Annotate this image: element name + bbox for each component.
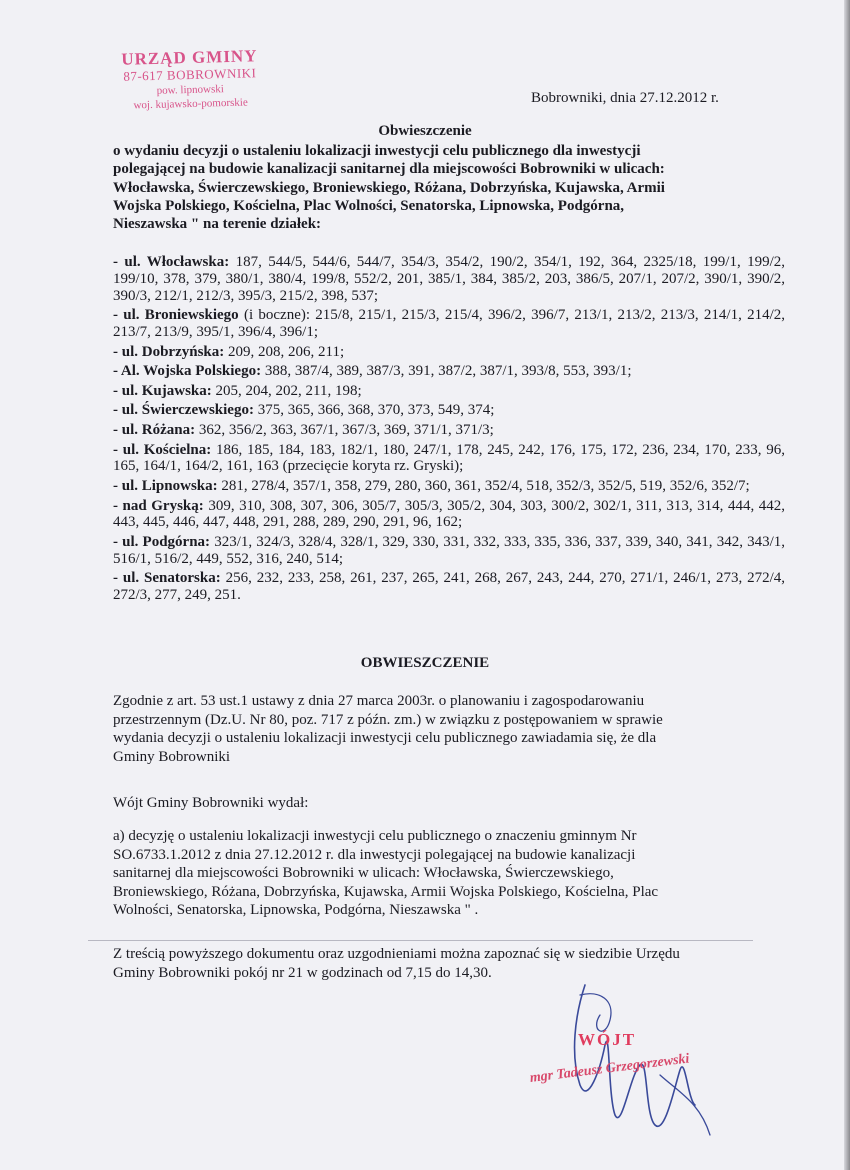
parcel-numbers: 375, 365, 366, 368, 370, 373, 549, 374; [257, 402, 495, 419]
street-label: - Al. Wojska Polskiego: [113, 363, 262, 380]
street-label: - nad Gryską: [113, 497, 204, 514]
subject-line: Nieszawska " na terenie działek: [113, 216, 322, 233]
parcel-list-item [113, 498, 785, 532]
street-label: - ul. Lipnowska: [113, 477, 218, 494]
parcel-numbers: 256, 232, 233, 258, 261, 237, 265, 241, 268, 267, 243, 244, 270, 271/1, 246/1, 273, 272/4, 272/3, 277, 249, 251. [113, 570, 785, 604]
street-label: - ul. Podgórna: [113, 533, 211, 550]
parcel-list-item [113, 254, 785, 304]
stamp-postal: 87-617 BOBROWNIKI [123, 65, 257, 84]
paragraph-decision [113, 827, 753, 920]
street-label: - ul. Różana: [113, 421, 196, 438]
parcel-lists [113, 254, 785, 607]
date-line: Bobrowniki, dnia 27.12.2012 r. [531, 90, 719, 106]
paragraph-line: Broniewskiego, Różana, Dobrzyńska, Kujawska, Armii Wojska Polskiego, Kościelna, Plac [113, 883, 659, 900]
parcel-numbers: 281, 278/4, 357/1, 358, 279, 280, 360, 361, 352/4, 518, 352/3, 352/5, 519, 352/6, 352/7; [221, 477, 750, 494]
notice-title-2: OBWIESZCZENIE [360, 655, 490, 671]
stamp-county: pow. lipnowski [156, 83, 224, 97]
paragraph-line: SO.6733.1.2012 z dnia 27.12.2012 r. dla inwestycji polegającej na budowie kanalizacji [113, 846, 636, 863]
subject-line: o wydaniu decyzji o ustaleniu lokalizacji inwestycji celu publicznego dla inwestycji [113, 143, 641, 159]
parcel-numbers: 362, 356/2, 363, 367/1, 367/3, 369, 371/1, 371/3; [198, 421, 494, 438]
paragraph-line: Zgodnie z art. 53 ust.1 ustawy z dnia 27 marca 2003r. o planowaniu i zagospodarowaniu [113, 693, 645, 709]
subject-line: polegającej na budowie kanalizacji sanitarnej dla miejscowości Bobrowniki w ulicach: [113, 161, 665, 178]
office-stamp [99, 46, 281, 114]
notice-subject [113, 142, 743, 233]
parcel-list-item [113, 344, 785, 361]
subject-line: Włocławska, Świerczewskiego, Broniewskiego, Różana, Dobrzyńska, Kujawska, Armii [113, 179, 665, 196]
paragraph-line: a) decyzję o ustaleniu lokalizacji inwestycji celu publicznego o znaczeniu gminnym Nr [113, 828, 637, 844]
paragraph-line: wydania decyzji o ustaleniu lokalizacji inwestycji celu publicznego zawiadamia się, że dla [113, 730, 657, 746]
parcel-list-item [113, 402, 785, 419]
parcel-list-item [113, 442, 785, 476]
paragraph-line: Z treścią powyższego dokumentu oraz uzgodnieniami można zapoznać się w siedzibie Urzędu [113, 946, 680, 962]
street-label: - ul. Dobrzyńska: [113, 343, 225, 360]
paragraph-line: Gminy Bobrowniki pokój nr 21 w godzinach od 7,15 do 14,30. [113, 964, 492, 981]
parcel-list-item [113, 307, 785, 341]
parcel-numbers: 209, 208, 206, 211; [228, 343, 345, 360]
parcel-numbers: 205, 204, 202, 211, 198; [215, 382, 362, 399]
parcel-numbers: 323/1, 324/3, 328/4, 328/1, 329, 330, 331, 332, 333, 335, 336, 337, 339, 340, 341, 342, 343/1, 516/1, 516/2, 449, 552, 316, 240, 514; [113, 533, 785, 567]
street-label: - ul. Świerczewskiego: [113, 402, 254, 419]
signature-stamp-title: WÓJT [578, 1030, 637, 1049]
paragraph-legal-basis [113, 692, 753, 766]
street-label: - ul. Senatorska: [113, 570, 221, 587]
street-label: - ul. Broniewskiego [113, 307, 239, 324]
signature-stamp-name: mgr Tadeusz Grzegorzewski [529, 1051, 691, 1086]
parcel-list-item [113, 422, 785, 439]
paragraph-issuer: Wójt Gminy Bobrowniki wydał: [113, 795, 309, 811]
subject-line: Wojska Polskiego, Kościelna, Plac Wolności, Senatorska, Lipnowska, Podgórna, [113, 197, 625, 214]
street-label: - ul. Włocławska: [113, 254, 230, 270]
divider-line [88, 940, 753, 941]
street-label: - ul. Kujawska: [113, 382, 212, 399]
parcel-list-item [113, 478, 785, 495]
parcel-list-item [113, 570, 785, 604]
street-label: - ul. Kościelna: [113, 441, 212, 458]
parcel-numbers: 186, 185, 184, 183, 182/1, 180, 247/1, 178, 245, 242, 176, 175, 172, 236, 234, 170, 233, 96, 165, 164/1, 164/2, 161, 163 (przecięcie koryta rz. Gryski); [113, 441, 786, 475]
stamp-voivodeship: woj. kujawsko-pomorskie [133, 96, 248, 112]
paragraph-line: przestrzennym (Dz.U. Nr 80, poz. 717 z późn. zm.) w związku z postępowaniem w sprawie [113, 711, 663, 728]
parcel-numbers: 388, 387/4, 389, 387/3, 391, 387/2, 387/1, 393/8, 553, 393/1; [264, 363, 632, 380]
parcel-numbers: (i boczne): 215/8, 215/1, 215/3, 215/4, 396/2, 396/7, 213/1, 213/2, 213/3, 214/1, 214/2, 213/7, 213/9, 395/1, 396/4, 396/1; [113, 307, 786, 340]
parcel-numbers: 187, 544/5, 544/6, 544/7, 354/3, 354/2, 190/2, 354/1, 192, 364, 2325/18, 199/1, 199/2, 199/10, 378, 379, 380/1, 380/4, 199/8, 552/2, 201, 385/1, 384, 385/2, 203, 386/5, 207/1, 207/2, 390/1, 390/2, 390/3, 212/1, 212/3, 395/3, 215/2, 398, 537; [113, 254, 785, 304]
stamp-office: URZĄD GMINY [121, 46, 258, 69]
paragraph-line: Gminy Bobrowniki [113, 748, 231, 765]
paragraph-line: sanitarnej dla miejscowości Bobrowniki w ulicach: Włocławska, Świerczewskiego, [113, 865, 614, 881]
notice-title: Obwieszczenie [378, 123, 472, 139]
paragraph-line: Wolności, Senatorska, Lipnowska, Podgórna, Nieszawska " . [113, 902, 479, 918]
parcel-list-item [113, 363, 785, 380]
parcel-list-item [113, 383, 785, 400]
scan-edge [844, 0, 850, 1170]
parcel-numbers: 309, 310, 308, 307, 306, 305/7, 305/3, 305/2, 304, 303, 300/2, 302/1, 311, 313, 314, 444, 442, 443, 445, 446, 447, 448, 291, 288, 289, 290, 291, 96, 162; [113, 497, 786, 531]
parcel-list-item [113, 534, 785, 568]
